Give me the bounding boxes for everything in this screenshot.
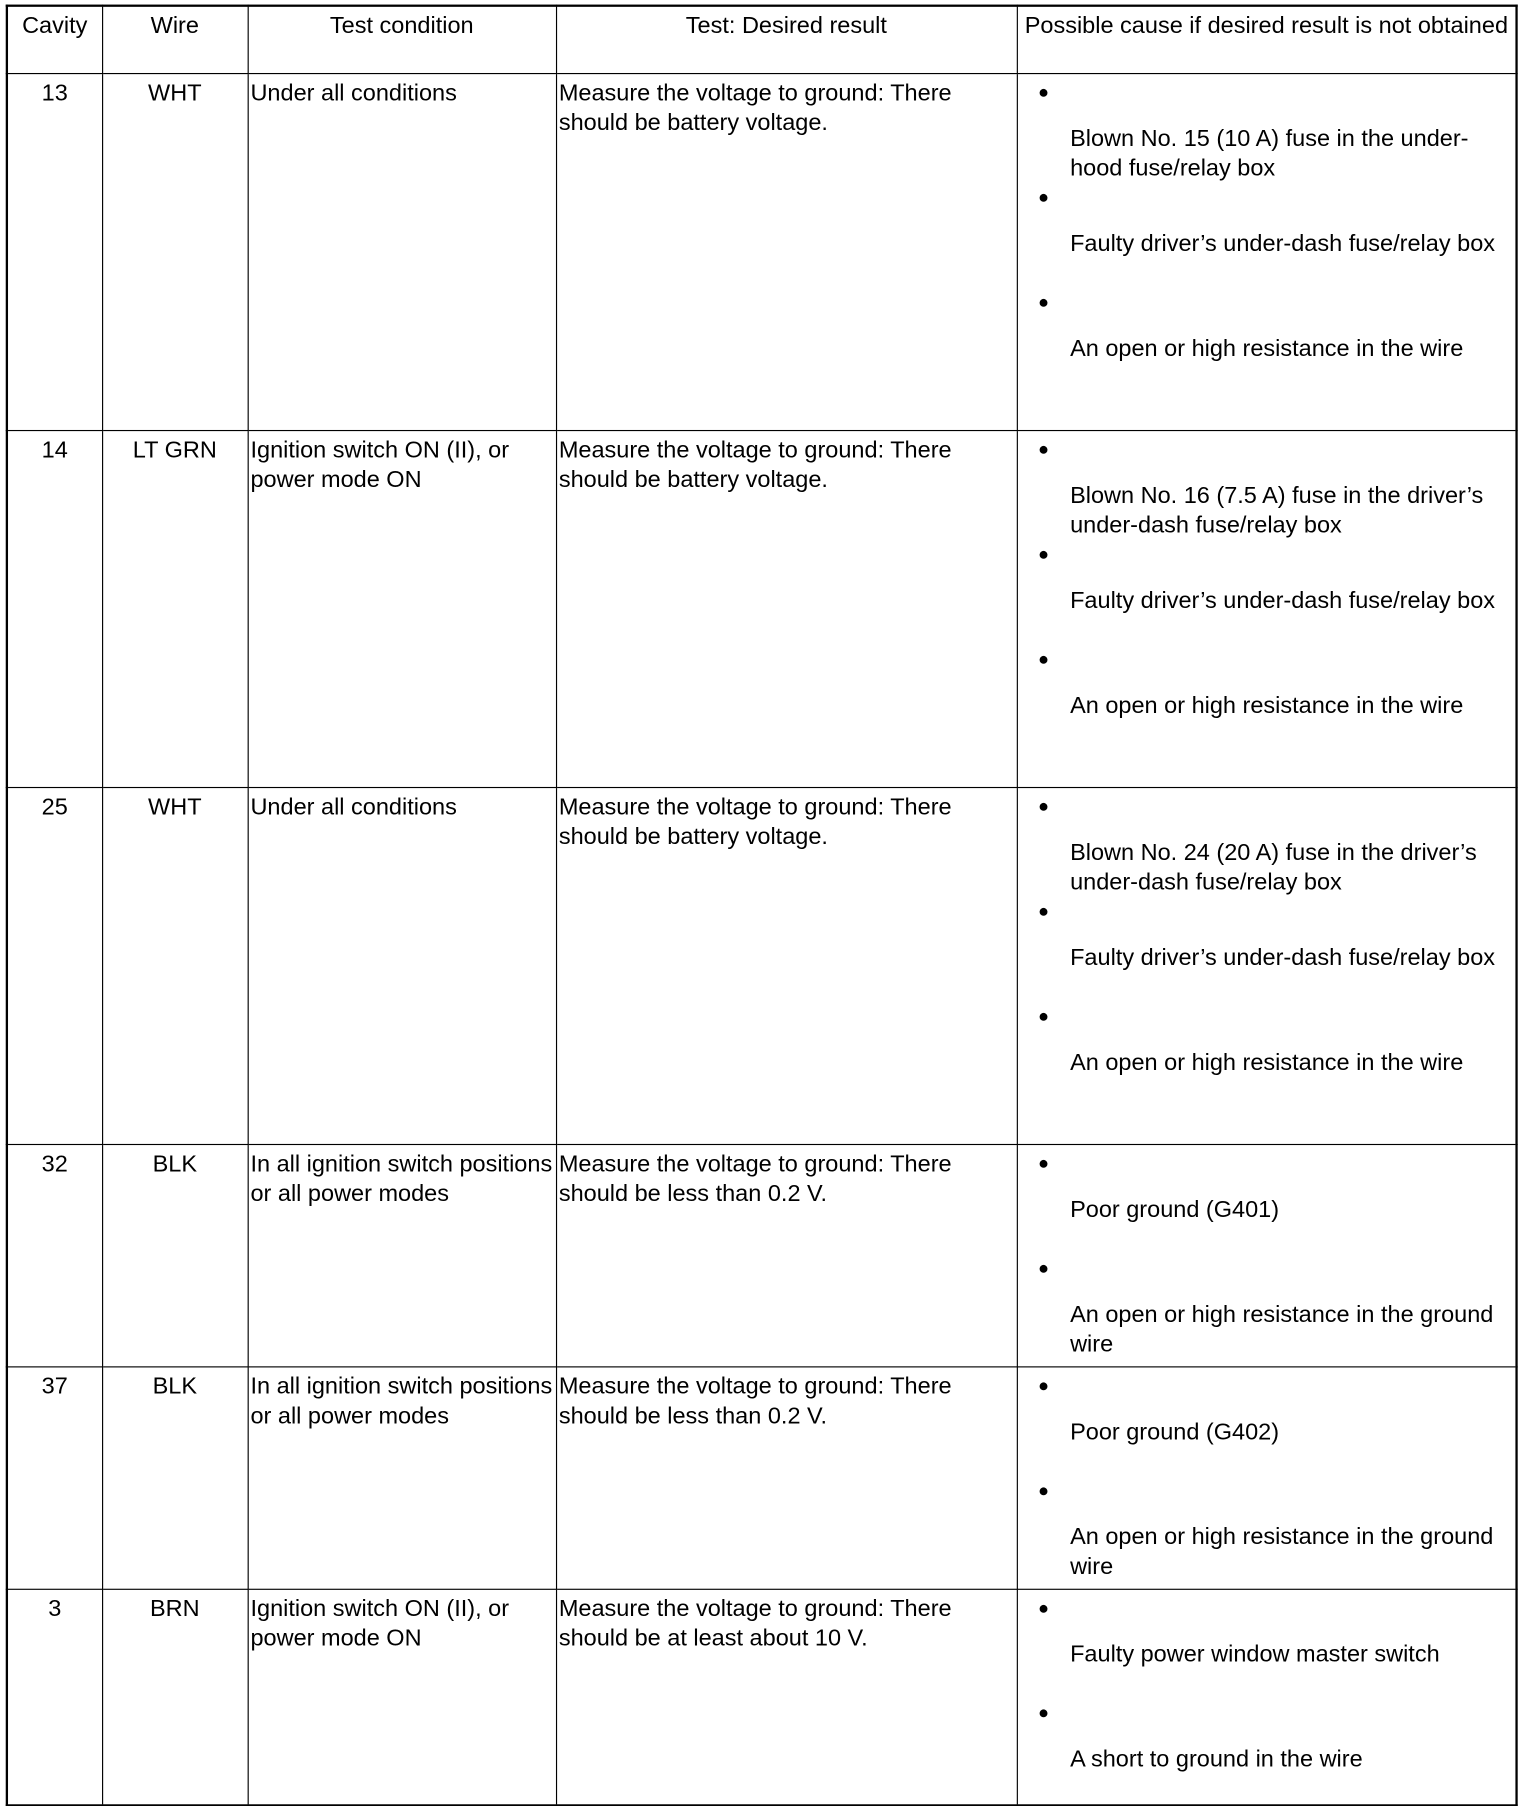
- cause-text: An open or high resistance in the wire: [1070, 334, 1464, 361]
- wire-cell: BRN: [102, 1589, 248, 1805]
- cavity-cell: 25: [7, 787, 102, 1144]
- possible-cause-cell: [1017, 430, 1517, 787]
- cause-text: Blown No. 15 (10 A) fuse in the under-hood fuse/relay box: [1070, 124, 1469, 181]
- cause-list: [1020, 435, 1513, 750]
- table-row: [7, 787, 1517, 1144]
- wire-cell: WHT: [102, 787, 248, 1144]
- cause-text: An open or high resistance in the ground wire: [1070, 1523, 1494, 1580]
- test-condition-cell: In all ignition switch positions or all power modes: [248, 1366, 556, 1588]
- list-item: [1020, 1594, 1513, 1699]
- test-condition-cell: Under all conditions: [248, 787, 556, 1144]
- list-item: [1020, 645, 1513, 750]
- bullet-icon: ●: [1037, 649, 1050, 669]
- cavity-cell: 37: [7, 1366, 102, 1588]
- connector-test-table: [6, 5, 1518, 1806]
- desired-result-cell: Measure the voltage to ground: There should be battery voltage.: [556, 787, 1017, 1144]
- desired-result-cell: Measure the voltage to ground: There should be less than 0.2 V.: [556, 1144, 1017, 1366]
- bullet-icon: ●: [1037, 439, 1050, 460]
- cavity-cell: 3: [7, 1589, 102, 1805]
- table-row: [7, 1589, 1517, 1805]
- bullet-icon: ●: [1037, 796, 1050, 817]
- desired-result-cell: Measure the voltage to ground: There should be battery voltage.: [556, 73, 1017, 430]
- cause-list: [1020, 792, 1513, 1107]
- bullet-icon: ●: [1037, 187, 1050, 208]
- test-condition-cell: In all ignition switch positions or all power modes: [248, 1144, 556, 1366]
- cause-text: Poor ground (G402): [1070, 1418, 1280, 1445]
- table-row: [7, 1366, 1517, 1588]
- cavity-cell: 32: [7, 1144, 102, 1366]
- cause-text: Blown No. 16 (7.5 A) fuse in the driver’s under-dash fuse/relay box: [1070, 481, 1484, 538]
- header-possible-cause: Possible cause if desired result is not obtained: [1017, 6, 1517, 73]
- cause-text: Faulty driver’s under-dash fuse/relay box: [1070, 229, 1496, 257]
- list-item: [1020, 435, 1513, 540]
- possible-cause-cell: [1017, 787, 1517, 1144]
- list-item: [1020, 1476, 1513, 1581]
- header-test-condition: Test condition: [248, 6, 556, 73]
- list-item: [1020, 288, 1513, 393]
- cause-list: [1020, 1594, 1513, 1804]
- bullet-icon: ●: [1037, 1376, 1050, 1396]
- wire-cell: BLK: [102, 1366, 248, 1588]
- cause-text: An open or high resistance in the ground wire: [1070, 1300, 1494, 1357]
- list-item: [1020, 1254, 1513, 1359]
- cause-text: Faulty driver’s under-dash fuse/relay box: [1070, 586, 1496, 614]
- test-condition-cell: Ignition switch ON (II), or power mode ON: [248, 1589, 556, 1805]
- cause-text: A short to ground in the wire: [1070, 1745, 1363, 1772]
- desired-result-cell: Measure the voltage to ground: There should be battery voltage.: [556, 430, 1017, 787]
- header-wire: Wire: [102, 6, 248, 73]
- bullet-icon: ●: [1037, 1006, 1050, 1026]
- list-item: [1020, 1002, 1513, 1107]
- list-item: [1020, 78, 1513, 183]
- list-item: [1020, 792, 1513, 897]
- cause-text: An open or high resistance in the wire: [1070, 1048, 1464, 1075]
- wire-cell: WHT: [102, 73, 248, 430]
- list-item: [1020, 1149, 1513, 1254]
- bullet-icon: ●: [1037, 1153, 1050, 1174]
- cavity-cell: 13: [7, 73, 102, 430]
- cavity-cell: 14: [7, 430, 102, 787]
- cause-text: Faulty power window master switch: [1070, 1640, 1440, 1667]
- bullet-icon: ●: [1037, 1258, 1050, 1278]
- table-row: [7, 1144, 1517, 1366]
- bullet-icon: ●: [1037, 1703, 1050, 1723]
- desired-result-cell: Measure the voltage to ground: There should be at least about 10 V.: [556, 1589, 1017, 1805]
- table-row: [7, 73, 1517, 430]
- list-item: [1020, 1371, 1513, 1476]
- list-item: [1020, 1699, 1513, 1804]
- table-row: [7, 430, 1517, 787]
- cause-text: An open or high resistance in the wire: [1070, 691, 1464, 718]
- cause-text: Blown No. 24 (20 A) fuse in the driver’s under-dash fuse/relay box: [1070, 838, 1477, 895]
- possible-cause-cell: [1017, 1144, 1517, 1366]
- bullet-icon: ●: [1037, 82, 1050, 103]
- desired-result-cell: Measure the voltage to ground: There should be less than 0.2 V.: [556, 1366, 1017, 1588]
- test-condition-cell: Ignition switch ON (II), or power mode ON: [248, 430, 556, 787]
- cause-list: [1020, 1371, 1513, 1581]
- list-item: [1020, 183, 1513, 288]
- test-condition-cell: Under all conditions: [248, 73, 556, 430]
- cause-list: [1020, 78, 1513, 393]
- bullet-icon: ●: [1037, 544, 1050, 564]
- cause-text: Poor ground (G401): [1070, 1195, 1280, 1223]
- list-item: [1020, 897, 1513, 1002]
- bullet-icon: ●: [1037, 292, 1050, 312]
- wire-cell: LT GRN: [102, 430, 248, 787]
- header-cavity: Cavity: [7, 6, 102, 73]
- possible-cause-cell: [1017, 1366, 1517, 1588]
- possible-cause-cell: [1017, 73, 1517, 430]
- header-row: [7, 6, 1517, 73]
- wire-cell: BLK: [102, 1144, 248, 1366]
- possible-cause-cell: [1017, 1589, 1517, 1805]
- bullet-icon: ●: [1037, 1598, 1050, 1618]
- list-item: [1020, 540, 1513, 645]
- cause-list: [1020, 1149, 1513, 1359]
- header-desired-result: Test: Desired result: [556, 6, 1017, 73]
- cause-text: Faulty driver’s under-dash fuse/relay box: [1070, 943, 1496, 970]
- bullet-icon: ●: [1037, 1480, 1050, 1501]
- bullet-icon: ●: [1037, 901, 1050, 921]
